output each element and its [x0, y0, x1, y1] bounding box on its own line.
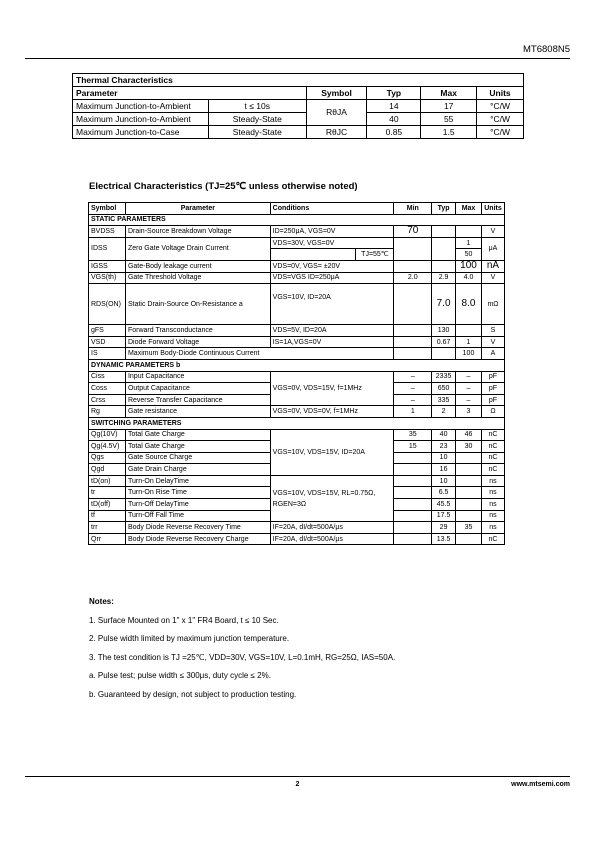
thermal-parameter: Maximum Junction-to-Ambient	[73, 113, 209, 126]
conditions-line-1: VGS=10V, VDS=15V, RL=0.75Ω,	[272, 489, 376, 497]
thermal-max: 1.5	[421, 126, 477, 139]
parameter-cell: Body Diode Reverse Recovery Time	[125, 522, 270, 534]
thermal-units: °C/W	[477, 126, 524, 139]
note-1: 1. Surface Mounted on 1" x 1" FR4 Board, t ≤ 10 Sec.	[89, 615, 279, 625]
symbol-cell: tr	[89, 487, 126, 499]
symbol-cell: VSD	[89, 336, 126, 348]
table-row	[89, 237, 505, 249]
thermal-units: °C/W	[477, 113, 524, 126]
max-cell	[456, 226, 482, 238]
min-cell	[394, 336, 432, 348]
table-row	[89, 284, 505, 325]
conditions-cell: TJ=55℃	[356, 249, 394, 261]
elec-header-conditions: Conditions	[270, 203, 394, 215]
units-cell: ns	[481, 487, 504, 499]
min-cell	[394, 260, 432, 272]
thermal-header-typ: Typ	[367, 87, 421, 100]
typ-cell: 0.67	[432, 336, 456, 348]
symbol-cell: gFS	[89, 325, 126, 337]
section-switching: SWITCHING PARAMETERS	[89, 417, 505, 429]
thermal-condition: Steady-State	[208, 126, 306, 139]
min-cell: 2.0	[394, 272, 432, 284]
max-cell	[456, 487, 482, 499]
max-cell: –	[456, 371, 482, 383]
units-cell: ns	[481, 499, 504, 511]
max-cell: 1	[456, 336, 482, 348]
thermal-parameter: Maximum Junction-to-Ambient	[73, 100, 209, 113]
max-cell	[456, 452, 482, 464]
typ-cell: 130	[432, 325, 456, 337]
typ-cell: 2335	[432, 371, 456, 383]
header-rule	[25, 58, 570, 59]
max-cell: 50	[456, 249, 482, 261]
max-cell: –	[456, 394, 482, 406]
conditions-cell: VDS=VGS ID=250μA	[270, 272, 394, 284]
max-cell: 100	[456, 260, 482, 272]
min-cell	[394, 487, 432, 499]
footer-rule	[25, 776, 570, 777]
symbol-cell: Qrr	[89, 533, 126, 545]
units-cell: nC	[481, 452, 504, 464]
max-cell: 4.0	[456, 272, 482, 284]
parameter-cell: Total Gate Charge	[125, 441, 270, 453]
parameter-cell: Drain-Source Breakdown Voltage	[125, 226, 270, 238]
typ-cell: 17.5	[432, 510, 456, 522]
symbol-cell: Ciss	[89, 371, 126, 383]
typ-cell: 16	[432, 464, 456, 476]
units-cell: Ω	[481, 406, 504, 418]
conditions-cell: VDS=30V, VGS=0V	[270, 237, 394, 249]
typ-cell: 40	[432, 429, 456, 441]
min-cell: –	[394, 394, 432, 406]
units-cell: nC	[481, 441, 504, 453]
note-2: 2. Pulse width limited by maximum junction temperature.	[89, 634, 290, 644]
note-a: a. Pulse test; pulse width ≤ 300μs, duty cycle ≤ 2%.	[89, 671, 271, 681]
units-cell: V	[481, 272, 504, 284]
typ-cell	[432, 348, 456, 360]
thermal-units: °C/W	[477, 100, 524, 113]
typ-cell	[432, 226, 456, 238]
conditions-cell: VDS=0V, VGS= ±20V	[270, 260, 394, 272]
symbol-cell: tf	[89, 510, 126, 522]
parameter-cell: Gate Source Charge	[125, 452, 270, 464]
thermal-typ: 14	[367, 100, 421, 113]
max-cell: 3	[456, 406, 482, 418]
symbol-cell: IS	[89, 348, 126, 360]
table-row	[89, 522, 505, 534]
max-cell: 100	[456, 348, 482, 360]
table-row	[89, 336, 505, 348]
parameter-cell: Gate Drain Charge	[125, 464, 270, 476]
electrical-title: Electrical Characteristics (TJ=25℃ unless otherwise noted)	[89, 181, 358, 192]
max-cell: 46	[456, 429, 482, 441]
min-cell	[394, 475, 432, 487]
units-cell: pF	[481, 371, 504, 383]
parameter-cell: Turn-Off DelayTime	[125, 499, 270, 511]
symbol-cell: RDS(ON)	[89, 284, 126, 325]
conditions-cell: VGS=0V, VDS=15V, f=1MHz	[270, 371, 394, 406]
symbol-cell: IGSS	[89, 260, 126, 272]
min-cell	[394, 464, 432, 476]
units-cell: V	[481, 226, 504, 238]
thermal-symbol: RθJA	[306, 100, 367, 126]
max-cell: 30	[456, 441, 482, 453]
units-cell: nC	[481, 533, 504, 545]
thermal-max: 17	[421, 100, 477, 113]
units-cell: μA	[481, 237, 504, 260]
elec-header-units: Units	[481, 203, 504, 215]
table-row	[89, 533, 505, 545]
min-cell	[394, 499, 432, 511]
conditions-cell: VDS=5V, ID=20A	[270, 325, 394, 337]
min-cell	[394, 284, 432, 325]
parameter-cell: Gate-Body leakage current	[125, 260, 270, 272]
max-cell: 8.0	[456, 284, 482, 325]
parameter-cell: Turn-Off Fall Time	[125, 510, 270, 522]
parameter-cell: Reverse Transfer Capacitance	[125, 394, 270, 406]
elec-header-max: Max	[456, 203, 482, 215]
section-dynamic: DYNAMIC PARAMETERS b	[89, 359, 505, 371]
min-cell	[394, 533, 432, 545]
symbol-cell: VGS(th)	[89, 272, 126, 284]
thermal-condition: t ≤ 10s	[208, 100, 306, 113]
units-cell: A	[481, 348, 504, 360]
min-cell	[394, 237, 432, 260]
table-row	[89, 260, 505, 272]
table-row	[89, 325, 505, 337]
symbol-cell: tD(on)	[89, 475, 126, 487]
electrical-table	[88, 202, 505, 545]
typ-cell: 7.0	[432, 284, 456, 325]
table-row	[89, 371, 505, 383]
units-cell: nA	[481, 260, 504, 272]
notes-title: Notes:	[89, 597, 114, 606]
typ-cell: 2.9	[432, 272, 456, 284]
parameter-cell: Zero Gate Voltage Drain Current	[125, 237, 270, 260]
thermal-table	[72, 73, 524, 139]
note-b: b. Guaranteed by design, not subject to production testing.	[89, 689, 297, 699]
min-cell: 1	[394, 406, 432, 418]
max-cell	[456, 464, 482, 476]
units-cell: nC	[481, 464, 504, 476]
min-cell: 35	[394, 429, 432, 441]
min-cell	[394, 452, 432, 464]
parameter-cell: Body Diode Reverse Recovery Charge	[125, 533, 270, 545]
table-row	[89, 475, 505, 487]
min-cell: 15	[394, 441, 432, 453]
units-cell: S	[481, 325, 504, 337]
conditions-cell: IS=1A,VGS=0V	[270, 336, 394, 348]
units-cell: pF	[481, 383, 504, 395]
elec-header-min: Min	[394, 203, 432, 215]
table-row	[73, 126, 524, 139]
min-cell: –	[394, 371, 432, 383]
thermal-header-parameter: Parameter	[73, 87, 307, 100]
elec-header-symbol: Symbol	[89, 203, 126, 215]
table-row	[89, 429, 505, 441]
table-row	[73, 113, 524, 126]
units-cell: nC	[481, 429, 504, 441]
symbol-cell: Rg	[89, 406, 126, 418]
units-cell: ns	[481, 475, 504, 487]
elec-header-parameter: Parameter	[125, 203, 270, 215]
conditions-cell	[270, 475, 394, 521]
conditions-line-2: RGEN=3Ω	[272, 500, 307, 508]
min-cell	[394, 325, 432, 337]
table-row	[89, 272, 505, 284]
max-cell: 1	[456, 237, 482, 249]
max-cell	[456, 475, 482, 487]
conditions-cell: IF=20A, dI/dt=500A/μs	[270, 533, 394, 545]
conditions-cell: ID=250μA, VGS=0V	[270, 226, 394, 238]
parameter-cell: Output Capacitance	[125, 383, 270, 395]
typ-cell	[432, 237, 456, 260]
symbol-cell: IDSS	[89, 237, 126, 260]
typ-cell: 6.5	[432, 487, 456, 499]
units-cell: pF	[481, 394, 504, 406]
conditions-cell: VGS=0V, VDS=0V, f=1MHz	[270, 406, 394, 418]
thermal-max: 55	[421, 113, 477, 126]
units-cell: ns	[481, 510, 504, 522]
symbol-cell: Qg(4.5V)	[89, 441, 126, 453]
website-link[interactable]: www.mtsemi.com	[511, 781, 570, 788]
conditions-cell: VGS=10V, ID=20A	[270, 284, 394, 325]
symbol-cell: Crss	[89, 394, 126, 406]
max-cell	[456, 510, 482, 522]
parameter-cell: Turn-On DelayTime	[125, 475, 270, 487]
thermal-symbol: RθJC	[306, 126, 367, 139]
max-cell: 35	[456, 522, 482, 534]
min-cell	[394, 348, 432, 360]
typ-cell: 23	[432, 441, 456, 453]
units-cell: V	[481, 336, 504, 348]
typ-cell: 10	[432, 452, 456, 464]
parameter-cell: Total Gate Charge	[125, 429, 270, 441]
typ-cell: 335	[432, 394, 456, 406]
thermal-condition: Steady-State	[208, 113, 306, 126]
thermal-parameter: Maximum Junction-to-Case	[73, 126, 209, 139]
thermal-typ: 0.85	[367, 126, 421, 139]
parameter-cell: Input Capacitance	[125, 371, 270, 383]
thermal-header-max: Max	[421, 87, 477, 100]
parameter-cell: Maximum Body-Diode Continuous Current	[125, 348, 393, 360]
min-cell	[394, 510, 432, 522]
thermal-typ: 40	[367, 113, 421, 126]
thermal-header-units: Units	[477, 87, 524, 100]
parameter-cell: Gate resistance	[125, 406, 270, 418]
part-number: MT6808N5	[523, 44, 570, 55]
symbol-cell: Qgs	[89, 452, 126, 464]
typ-cell: 2	[432, 406, 456, 418]
max-cell	[456, 533, 482, 545]
symbol-cell: tD(off)	[89, 499, 126, 511]
typ-cell: 10	[432, 475, 456, 487]
units-cell: mΩ	[481, 284, 504, 325]
typ-cell: 45.5	[432, 499, 456, 511]
symbol-cell: BVDSS	[89, 226, 126, 238]
thermal-title: Thermal Characteristics	[73, 74, 524, 87]
typ-cell: 13.5	[432, 533, 456, 545]
max-cell	[456, 499, 482, 511]
table-row	[89, 226, 505, 238]
section-static: STATIC PARAMETERS	[89, 214, 505, 226]
max-cell	[456, 325, 482, 337]
parameter-cell: Gate Threshold Voltage	[125, 272, 270, 284]
units-cell: ns	[481, 522, 504, 534]
min-cell: 70	[394, 226, 432, 238]
conditions-cell: VGS=10V, VDS=15V, ID=20A	[270, 429, 394, 475]
symbol-cell: Qgd	[89, 464, 126, 476]
conditions-cell: IF=20A, dI/dt=500A/μs	[270, 522, 394, 534]
table-row	[89, 348, 505, 360]
min-cell: –	[394, 383, 432, 395]
thermal-header-symbol: Symbol	[306, 87, 367, 100]
table-row	[89, 406, 505, 418]
symbol-cell: Coss	[89, 383, 126, 395]
max-cell: –	[456, 383, 482, 395]
parameter-cell: Diode Forward Voltage	[125, 336, 270, 348]
elec-header-typ: Typ	[432, 203, 456, 215]
symbol-cell: Qg(10V)	[89, 429, 126, 441]
note-3: 3. The test condition is TJ =25℃, VDD=30V, VGS=10V, L=0.1mH, RG=25Ω, IAS=50A.	[89, 652, 396, 662]
parameter-cell: Static Drain-Source On-Resistance a	[125, 284, 270, 325]
min-cell	[394, 522, 432, 534]
parameter-cell: Turn-On Rise Time	[125, 487, 270, 499]
parameter-cell: Forward Transconductance	[125, 325, 270, 337]
typ-cell: 650	[432, 383, 456, 395]
typ-cell: 29	[432, 522, 456, 534]
page-number: 2	[295, 781, 300, 788]
typ-cell	[432, 260, 456, 272]
symbol-cell: trr	[89, 522, 126, 534]
notes	[89, 593, 395, 705]
table-row	[73, 100, 524, 113]
